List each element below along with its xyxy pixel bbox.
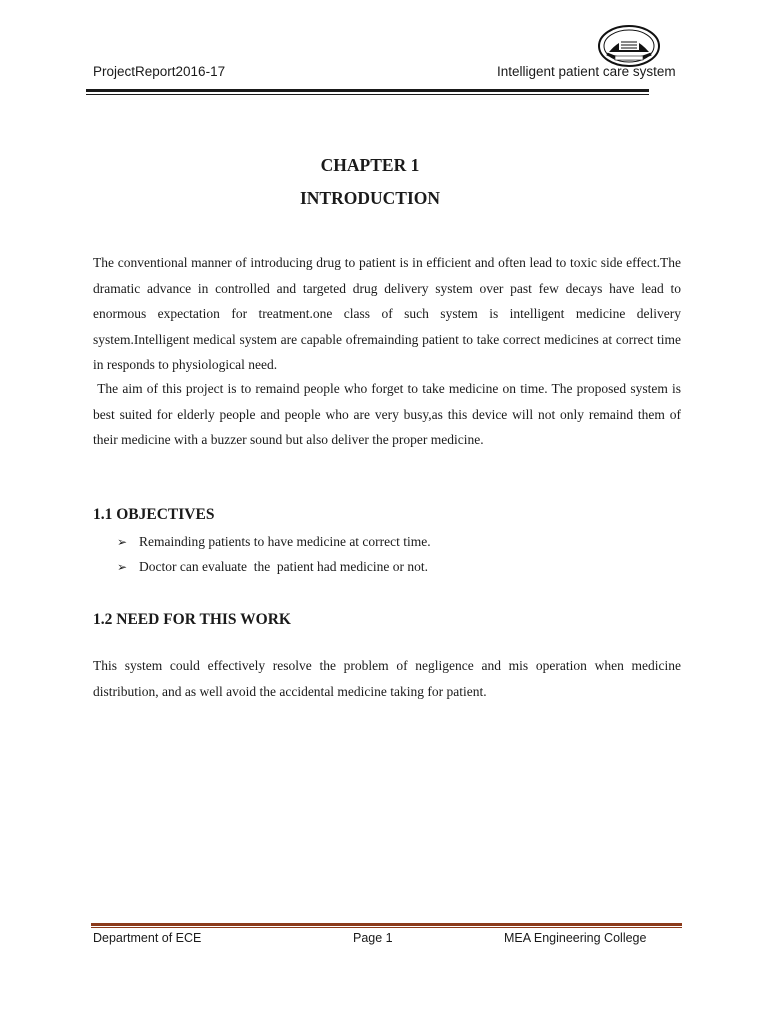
chapter-number: CHAPTER 1: [320, 155, 420, 175]
objective-text: Remainding patients to have medicine at correct time.: [139, 534, 431, 549]
header-project-title: ProjectReport2016-17: [93, 64, 226, 79]
header-rule: [86, 89, 649, 92]
arrow-bullet-icon: ➢: [117, 534, 128, 549]
header-rule-thin: [86, 94, 649, 95]
footer-college: MEA Engineering College: [504, 931, 647, 945]
arrow-bullet-icon: ➢: [117, 559, 128, 574]
chapter-title: INTRODUCTION: [299, 188, 441, 208]
footer-page-number: Page 1: [353, 931, 393, 945]
intro-paragraph-1: The conventional manner of introducing drug to patient is in efficient and often lead to toxic side effect.The dramatic advance in controlled and targeted drug delivery system over past few decays have lead to enormous expectation for treatment.one class of such system is intelligent medicine delivery system.Intelligent medical system are capable ofremainding patient to take correct medicines at correct time in responds to physiological need.: [93, 255, 681, 372]
footer-department: Department of ECE: [93, 931, 202, 945]
college-seal-icon: [597, 24, 661, 68]
need-heading: 1.2 NEED FOR THIS WORK: [93, 611, 291, 628]
list-item: [117, 534, 431, 550]
footer-rule-thin: [91, 927, 682, 928]
list-item: [117, 559, 428, 575]
need-paragraph: This system could effectively resolve the problem of negligence and mis operation when medicine distribution, and as well avoid the accidental medicine taking for patient.: [93, 658, 681, 699]
objectives-heading: 1.1 OBJECTIVES: [93, 506, 215, 523]
footer-rule: [91, 923, 682, 926]
objective-text: Doctor can evaluate the patient had medicine or not.: [139, 559, 429, 574]
header-report-title: Intelligent patient care system: [497, 64, 676, 79]
intro-paragraph-2: The aim of this project is to remaind people who forget to take medicine on time. The proposed system is best suited for elderly people and people who are very busy,as this device will not only remaind them of their medicine with a buzzer sound but also deliver the proper medicine.: [93, 381, 685, 447]
